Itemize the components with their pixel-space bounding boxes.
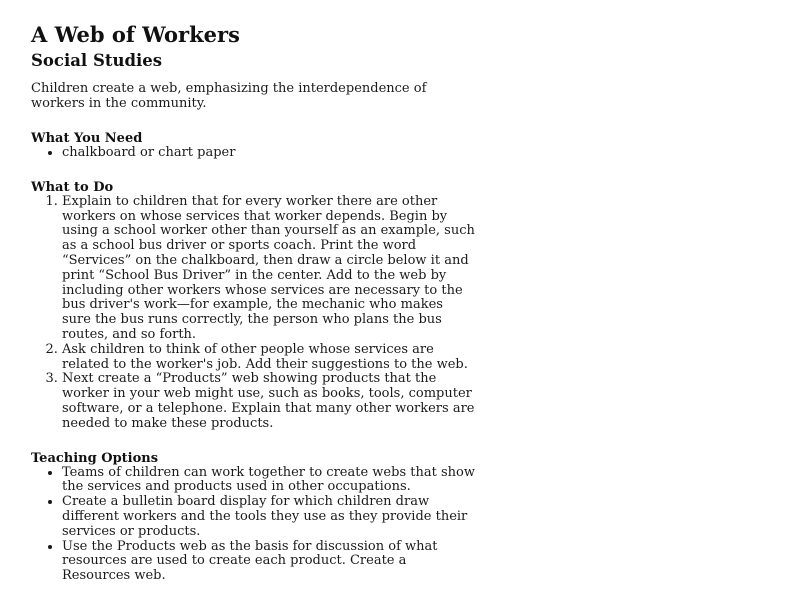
what-you-need-list	[31, 146, 476, 161]
what-you-need-heading: What You Need	[31, 131, 143, 146]
intro-paragraph: Children create a web, emphasizing the interdependence of workers in the community.	[31, 81, 427, 111]
list-item: • Create a bulletin board display for which children draw different workers and the tools they use as they provide their services or products.	[62, 495, 476, 539]
list-item: • Use the Products web as the basis for discussion of what resources are used to create each product. Create a Resources web.	[62, 540, 476, 584]
list-item: • Teams of children can work together to create webs that show the services and products used in other occupations.	[62, 466, 476, 496]
teaching-options-heading: Teaching Options	[31, 450, 159, 466]
step-item: 3. Next create a “Products” web showing products that the worker in your web might use, such as books, tools, computer software, or a telephone. Explain that many other workers are needed to make these products.	[62, 372, 476, 431]
teaching-options-list	[31, 466, 476, 584]
list-item: • chalkboard or chart paper	[62, 146, 476, 161]
step-item: 1. Explain to children that for every worker there are other workers on whose services that worker depends. Begin by using a school worker other than yourself as an example, such as a school bus driver or sports coach. Print the word “Services” on the chalkboard, then draw a circle below it and print “School Bus Driver” in the center. Add to the web by including other workers whose services are necessary to the bus driver's work—for example, the mechanic who makes sure the bus runs correctly, the person who plans the bus routes, and so forth.	[62, 195, 476, 343]
document-page	[31, 22, 476, 584]
page-subtitle: Social Studies	[31, 51, 163, 70]
teaching-options-section	[31, 451, 476, 584]
what-to-do-steps	[31, 195, 476, 432]
page-title: A Web of Workers	[31, 22, 240, 47]
what-you-need-section	[31, 131, 476, 161]
what-to-do-section	[31, 180, 476, 432]
what-to-do-heading: What to Do	[31, 179, 114, 195]
step-item: 2. Ask children to think of other people whose services are related to the worker's job. Add their suggestions to the web.	[62, 343, 476, 373]
